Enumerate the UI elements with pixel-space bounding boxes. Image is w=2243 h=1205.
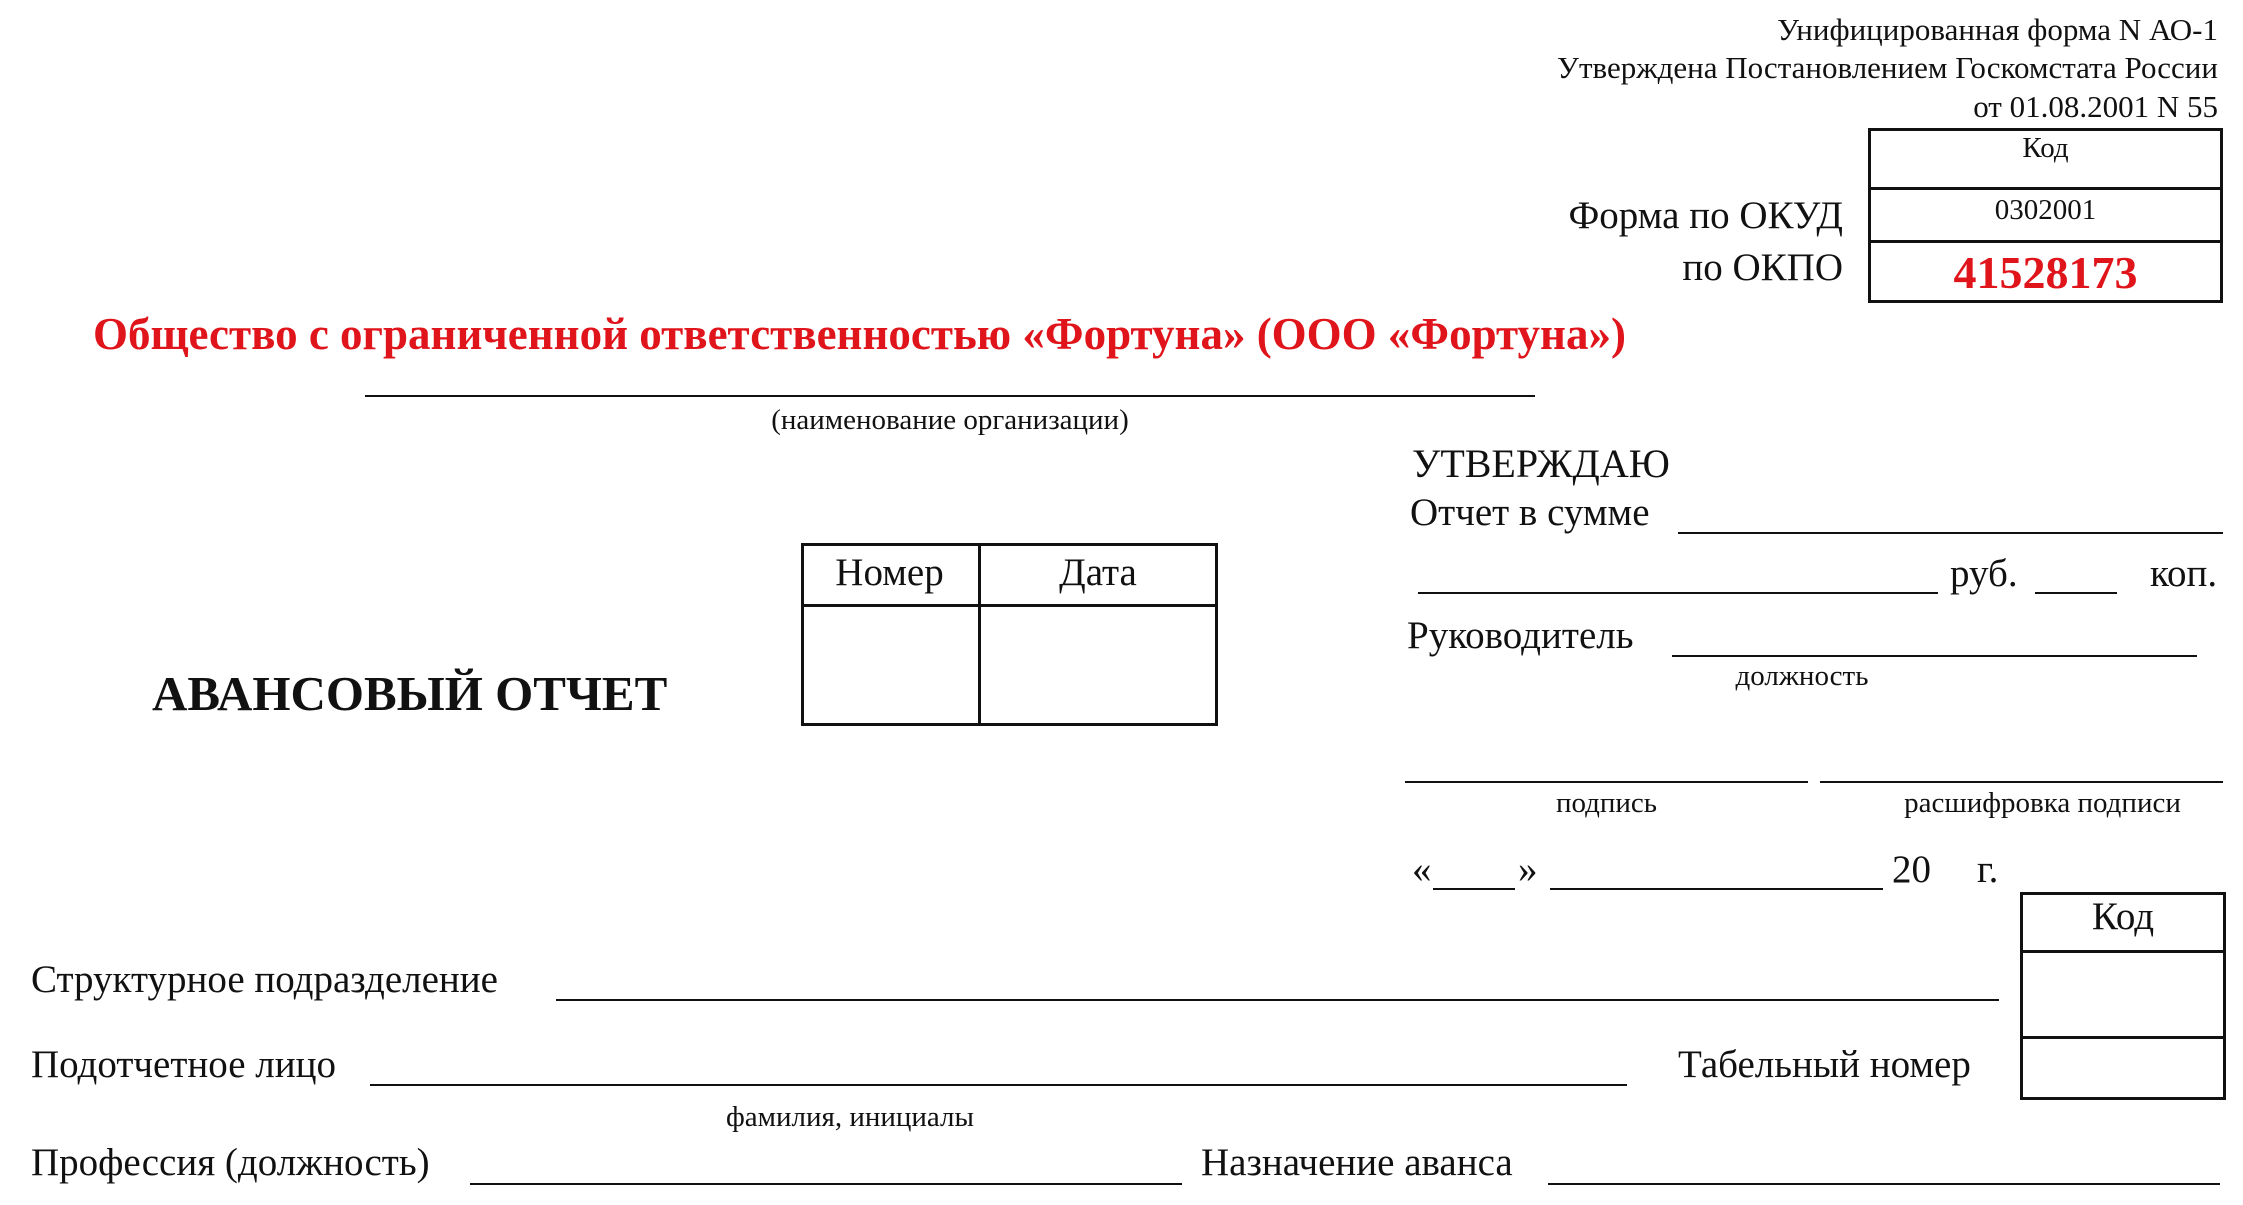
bottom-code-divider-1 <box>2020 950 2226 953</box>
organization-caption: (наименование организации) <box>771 404 1129 436</box>
year-suffix: г. <box>1977 848 1999 891</box>
okpo-label: по ОКПО <box>1682 246 1843 289</box>
code-header: Код <box>2022 132 2069 164</box>
okud-value: 0302001 <box>1994 194 2097 226</box>
approved-line: Утверждена Постановлением Госкомстата России <box>1557 50 2218 85</box>
approve-heading: УТВЕРЖДАЮ <box>1412 441 1670 486</box>
form-number-line: Унифицированная форма N АО-1 <box>1777 12 2218 47</box>
signature-line <box>1405 781 1808 783</box>
bottom-code-header: Код <box>2091 895 2155 938</box>
doc-table-header-divider <box>801 604 1218 607</box>
signature-decode-line <box>1820 781 2223 783</box>
fio-caption: фамилия, инициалы <box>725 1101 975 1133</box>
head-label: Руководитель <box>1407 614 1634 657</box>
doc-number-header: Номер <box>835 551 944 594</box>
doc-date-header: Дата <box>1059 551 1137 594</box>
date-open-quote: « <box>1412 848 1432 891</box>
organization-underline <box>365 395 1535 397</box>
date-month-line <box>1550 888 1883 890</box>
code-box-divider-1 <box>1868 187 2223 190</box>
date-day-line <box>1433 888 1515 890</box>
date-close-quote: » <box>1518 848 1538 891</box>
year-prefix: 20 <box>1892 848 1931 891</box>
report-sum-line <box>1678 532 2223 534</box>
tab-number-label: Табельный номер <box>1678 1043 1971 1086</box>
division-label: Структурное подразделение <box>31 958 498 1001</box>
signature-decode-caption: расшифровка подписи <box>1904 787 2181 819</box>
head-position-line <box>1672 655 2197 657</box>
kop-label: коп. <box>2150 552 2218 595</box>
division-line <box>556 999 1999 1001</box>
okpo-value: 41528173 <box>1953 247 2138 298</box>
document-title: АВАНСОВЫЙ ОТЧЕТ <box>152 666 668 721</box>
organization-name: Общество с ограниченной ответственностью «Фортуна» (ООО «Фортуна») <box>93 309 1626 359</box>
kop-line <box>2035 592 2117 594</box>
report-sum-label: Отчет в сумме <box>1410 491 1650 534</box>
purpose-line <box>1548 1183 2220 1185</box>
person-line <box>370 1084 1627 1086</box>
okud-label: Форма по ОКУД <box>1568 194 1843 237</box>
code-box-divider-2 <box>1868 240 2223 243</box>
purpose-label: Назначение аванса <box>1201 1141 1513 1184</box>
position-caption: должность <box>1735 660 1869 692</box>
profession-line <box>470 1183 1182 1185</box>
approval-date-line: от 01.08.2001 N 55 <box>1973 89 2218 124</box>
signature-caption: подпись <box>1555 787 1658 819</box>
rub-label: руб. <box>1950 552 2018 595</box>
person-label: Подотчетное лицо <box>31 1043 336 1086</box>
bottom-code-divider-2 <box>2020 1036 2226 1039</box>
profession-label: Профессия (должность) <box>31 1141 430 1184</box>
sum-words-line <box>1418 592 1938 594</box>
